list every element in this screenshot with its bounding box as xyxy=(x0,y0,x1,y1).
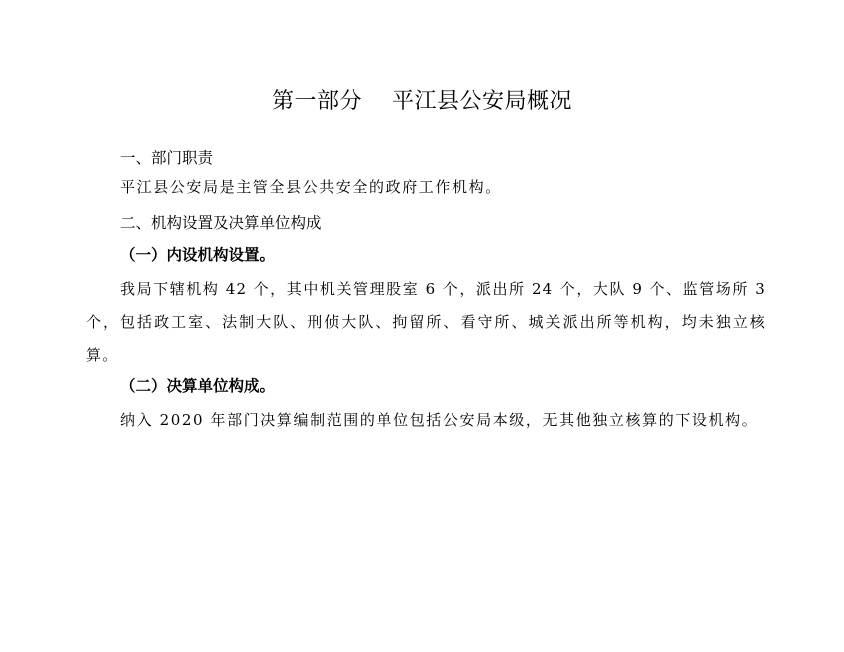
internal-setup-paragraph: 我局下辖机构 42 个，其中机关管理股室 6 个，派出所 24 个，大队 9 个、监管场所 3 个，包括政工室、法制大队、刑侦大队、拘留所、看守所、城关派出所等机构，均未独立核算。 xyxy=(86,280,766,364)
subsection-heading-internal-setup: （一）内设机构设置。 xyxy=(120,246,276,264)
subsection-heading-budget-units: （二）决算单位构成。 xyxy=(120,377,276,395)
section-heading-organization: 二、机构设置及决算单位构成 xyxy=(120,214,322,232)
section-heading-duties: 一、部门职责 xyxy=(120,149,214,167)
duties-paragraph: 平江县公安局是主管全县公共安全的政府工作机构。 xyxy=(120,178,502,196)
budget-units-paragraph: 纳入 2020 年部门决算编制范围的单位包括公安局本级，无其他独立核算的下设机构。 xyxy=(120,411,759,429)
page-title: 第一部分 平江县公安局概况 xyxy=(272,89,572,114)
